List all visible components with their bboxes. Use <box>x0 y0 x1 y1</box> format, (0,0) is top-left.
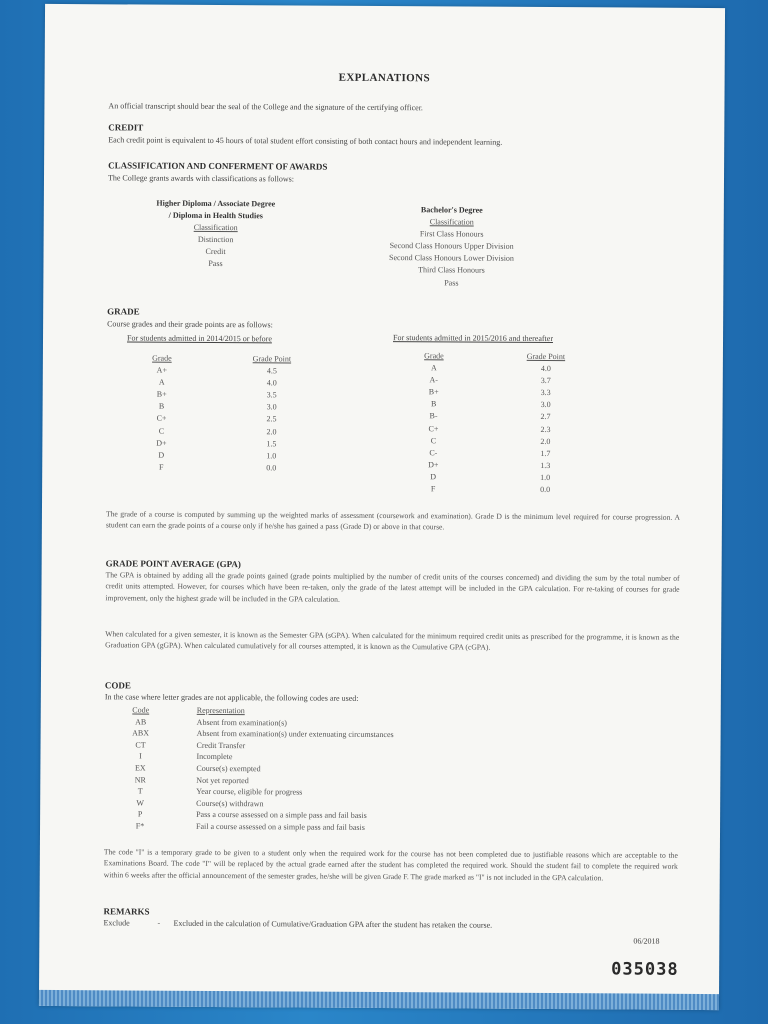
grade-new-point: 2.3 <box>540 424 551 434</box>
grade-old-point: 1.5 <box>266 438 277 449</box>
grade-old-point: 3.5 <box>266 390 277 400</box>
representation-item: Pass a course assessed on a simple pass and fail basis <box>196 810 367 821</box>
grade-old-grade: B+ <box>156 389 167 399</box>
code-item: W <box>136 798 144 808</box>
grade-new-point: 2.7 <box>540 412 551 422</box>
code-item: ABX <box>132 728 150 738</box>
grade-new-grade: D <box>430 472 437 482</box>
grade-old-point: 4.5 <box>266 366 277 376</box>
higher-diploma-item: Pass <box>208 259 223 269</box>
representation-item: Incomplete <box>196 752 233 762</box>
grade-old-grade-column <box>136 353 187 474</box>
serial-number: 035038 <box>611 959 679 980</box>
code-item: F* <box>135 821 145 831</box>
higher-diploma-subheading: Classification <box>193 223 238 233</box>
bachelor-block <box>361 204 542 290</box>
grade-note: The grade of a course is computed by summing up the weighted marks of assessment (coursework and examination). Grade D is the minimum level required for course progression. A student can earn the grade points of a course only if he/she has gained a pass (Grade D) or above in that course. <box>105 509 680 532</box>
grade-new-caption: For students admitted in 2015/2016 and thereafter <box>393 333 554 344</box>
grade-old-caption: For students admitted in 2014/2015 or before <box>127 333 272 344</box>
code-note: The code "I" is a temporary grade to be given to a student only when the required work for the course has not been completed due to justifiable reasons which are acceptable to the Examinations Board. The code "I" will be replaced by the actual grade earned after the student has completed the required work. Should the student fail to complete the required work within 6 weeks after the official announcement of the semester grades, he/she will be given Grade F. The grade marked as "I" is not included in the GPA calculation. <box>103 847 678 883</box>
remarks-term: Exclude <box>103 918 130 928</box>
bachelor-subheading: Classification <box>429 217 474 227</box>
grade-new-grade-column <box>408 350 459 495</box>
intro-text: An official transcript should bear the seal of the College and the signature of the certifying officer. <box>108 101 423 113</box>
code-item: P <box>137 809 143 819</box>
document-sheet <box>39 4 725 1010</box>
grade-old-point: 1.0 <box>266 451 277 461</box>
code-item: CT <box>135 740 146 750</box>
remarks-definition: Excluded in the calculation of Cumulative/Graduation GPA after the student has retaken the course. <box>173 918 493 930</box>
grade-new-grade: D+ <box>428 460 439 470</box>
representation-header: Representation <box>196 705 245 716</box>
code-item: I <box>139 751 142 761</box>
grade-new-point: 3.3 <box>540 388 551 398</box>
grade-text: Course grades and their grade points are as follows: <box>107 319 273 330</box>
representation-item: Course(s) exempted <box>196 763 261 774</box>
representation-item: Absent from examination(s) under extenuating circumstances <box>196 729 394 740</box>
binding-strip <box>39 990 719 1010</box>
grade-heading: GRADE <box>107 306 140 317</box>
grade-new-point: 0.0 <box>540 484 551 495</box>
grade-new-grade: C+ <box>428 423 439 433</box>
grade-old-grade: B <box>158 402 165 412</box>
bachelor-item: First Class Honours <box>419 229 484 239</box>
grade-new-grade: C <box>430 435 437 445</box>
grade-old-grade: F <box>158 462 164 472</box>
grade-new-grade: B+ <box>428 387 439 397</box>
bachelor-item: Second Class Honours Lower Division <box>389 253 514 264</box>
code-item: T <box>137 786 143 796</box>
grade-old-grade: C+ <box>156 414 167 424</box>
representation-item: Not yet reported <box>196 775 249 785</box>
grade-old-point-header: Grade Point <box>252 354 292 364</box>
code-item: EX <box>135 763 146 773</box>
code-item: AB <box>135 717 147 727</box>
grade-new-grade: A- <box>429 375 439 385</box>
code-item: NR <box>134 775 146 785</box>
representation-column <box>196 705 557 835</box>
gpa-paragraph-1: The GPA is obtained by adding all the grade points gained (grade points multiplied by the number of credit units of the courses concerned) and dividing the sum by the total number of credit units attempted. However, for courses which have been re-taken, only the grade of the latest attempt will be included in the GPA calculation. For re-taking of courses for grade improvement, only the highest grade will be included in the GPA calculation. <box>105 570 680 604</box>
grade-new-grade: B- <box>429 411 438 421</box>
grade-old-point: 3.0 <box>266 402 277 412</box>
grade-new-point: 4.0 <box>540 364 551 374</box>
grade-new-grade: A <box>430 363 437 373</box>
code-column <box>120 704 161 832</box>
higher-diploma-item: Distinction <box>197 235 234 245</box>
code-heading: CODE <box>104 680 131 691</box>
gpa-paragraph-2: When calculated for a given semester, it is known as the Semester GPA (sGPA). When calculated for the minimum required credit units as prescribed for the programme, it is known as the Graduation GPA (gGPA). When calculated cumulatively for all courses attempted, it is known as the Cumulative GPA (cGPA). <box>105 629 680 653</box>
grade-old-grade-header: Grade <box>152 353 172 363</box>
higher-diploma-block <box>125 197 305 271</box>
bachelor-item: Third Class Honours <box>418 265 485 276</box>
grade-old-point: 2.5 <box>266 414 277 424</box>
grade-old-grade: C <box>158 426 165 436</box>
remarks-dash: - <box>157 918 161 928</box>
grade-old-grade: A <box>158 377 165 387</box>
grade-old-point: 2.0 <box>266 426 277 436</box>
higher-diploma-item: Credit <box>205 247 226 257</box>
code-text: In the case where letter grades are not applicable, the following codes are used: <box>104 692 359 703</box>
credit-heading: CREDIT <box>108 122 144 133</box>
representation-item: Credit Transfer <box>196 740 246 750</box>
grade-old-point: 0.0 <box>266 463 277 473</box>
grade-old-grade: D <box>158 450 165 460</box>
grade-new-point: 1.0 <box>540 472 551 482</box>
grade-new-grade: F <box>430 484 436 494</box>
credit-text: Each credit point is equivalent to 45 hours of total student effort consisting of both contact hours and independent learning. <box>108 135 503 147</box>
grade-new-grade-header: Grade <box>424 351 444 361</box>
grade-new-point: 3.0 <box>540 400 551 410</box>
gpa-heading: GRADE POINT AVERAGE (GPA) <box>105 558 241 570</box>
grade-old-point: 4.0 <box>266 378 277 388</box>
higher-diploma-title-line2: / Diploma in Health Studies <box>168 210 263 221</box>
bachelor-item: Second Class Honours Upper Division <box>389 241 514 252</box>
bachelor-item: Pass <box>444 277 459 288</box>
document-date: 06/2018 <box>633 936 660 946</box>
grade-new-grade: C- <box>429 448 438 458</box>
code-header: Code <box>132 705 150 715</box>
document-title: EXPLANATIONS <box>338 71 431 85</box>
classification-heading: CLASSIFICATION AND CONFERMENT OF AWARDS <box>108 160 328 172</box>
grade-old-point-column <box>236 353 307 474</box>
grade-old-grade: D+ <box>156 438 167 448</box>
classification-text: The College grants awards with classifications as follows: <box>107 173 294 184</box>
grade-old-grade: A+ <box>156 365 167 375</box>
representation-item: Course(s) withdrawn <box>196 798 264 809</box>
grade-new-point: 1.3 <box>540 460 551 470</box>
representation-item: Year course, eligible for progress <box>196 787 303 797</box>
representation-item: Absent from examination(s) <box>196 717 287 728</box>
grade-new-point-column <box>510 351 581 497</box>
grade-new-point: 2.0 <box>540 436 551 446</box>
remarks-heading: REMARKS <box>103 906 150 917</box>
higher-diploma-title-line1: Higher Diploma / Associate Degree <box>156 198 276 209</box>
bachelor-title: Bachelor's Degree <box>420 205 483 215</box>
representation-item: Fail a course assessed on a simple pass and fail basis <box>196 821 365 832</box>
grade-new-point-header: Grade Point <box>526 351 566 362</box>
grade-new-grade: B <box>430 399 437 409</box>
grade-new-point: 1.7 <box>540 448 551 458</box>
grade-new-point: 3.7 <box>540 376 551 386</box>
